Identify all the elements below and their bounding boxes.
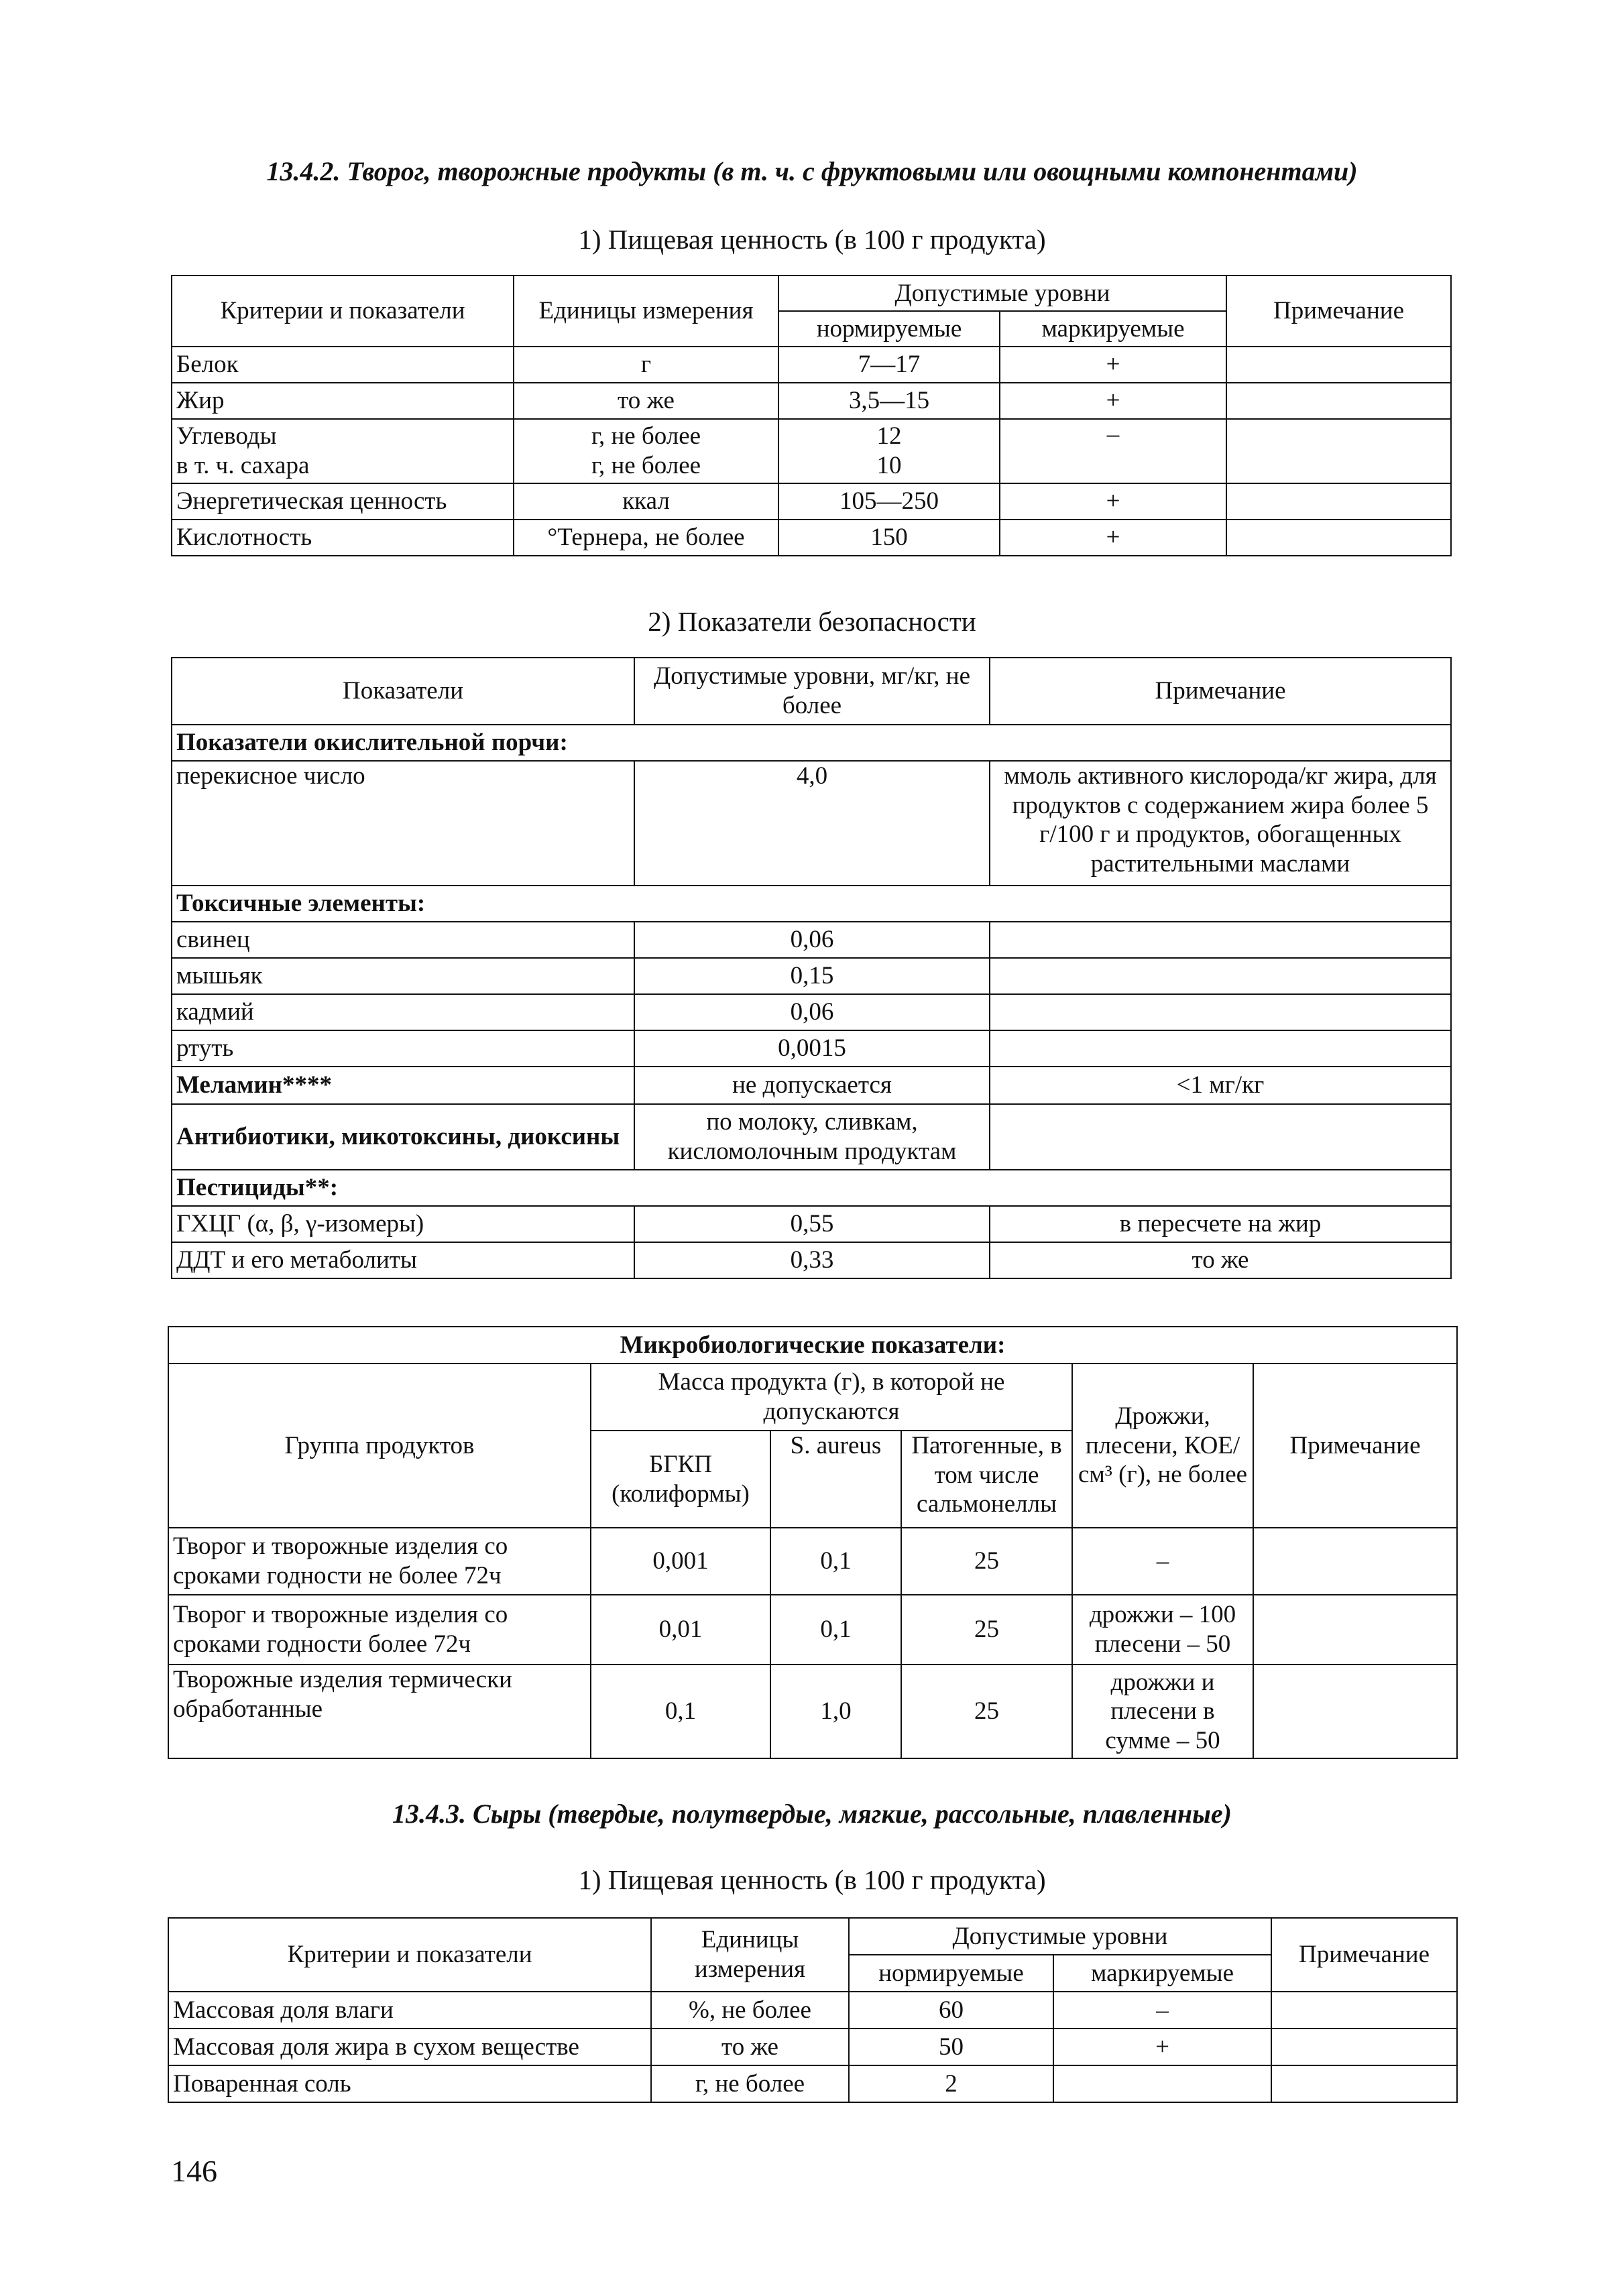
- row-pathogens: 25: [901, 1665, 1072, 1758]
- row-bgkp: 0,1: [591, 1665, 770, 1758]
- table-row: [172, 1067, 1451, 1104]
- header-note: Примечание: [1226, 276, 1451, 347]
- row-unit: °Тернера, не более: [514, 520, 778, 556]
- header-saureus: S. aureus: [770, 1431, 901, 1528]
- row-name: Массовая доля влаги: [168, 1992, 651, 2029]
- row-group: Творог и творожные изделия со сроками годности не более 72ч: [168, 1528, 591, 1595]
- row-note: [990, 1104, 1451, 1170]
- microbiology-title: Микробиологические показатели:: [168, 1327, 1457, 1364]
- row-note: то же: [990, 1242, 1451, 1278]
- row-unit: %, не более: [651, 1992, 849, 2029]
- row-group: Творожные изделия термически обработанные: [168, 1665, 591, 1758]
- row-unit: ккал: [514, 483, 778, 520]
- header-levels: Допустимые уровни: [849, 1918, 1271, 1955]
- row-name-line1: Углеводы: [176, 422, 277, 450]
- row-mark: +: [1000, 520, 1226, 556]
- row-value: 4,0: [634, 761, 990, 886]
- row-bgkp: 0,001: [591, 1528, 770, 1595]
- row-name: Кислотность: [172, 520, 514, 556]
- row-norm: 7—17: [778, 347, 1000, 383]
- row-name: Меламин****: [172, 1067, 634, 1104]
- safety-table: [171, 657, 1452, 1279]
- row-unit: г, не более: [651, 2065, 849, 2102]
- row-mark: –: [1000, 419, 1226, 483]
- table-row: [172, 922, 1451, 958]
- row-note: [1226, 347, 1451, 383]
- section-row: [172, 1170, 1451, 1206]
- row-note: [1253, 1665, 1457, 1758]
- header-indicators: Показатели: [172, 658, 634, 725]
- row-name: Белок: [172, 347, 514, 383]
- table-row: [172, 1104, 1451, 1170]
- row-name: ртуть: [172, 1030, 634, 1067]
- row-note: [990, 922, 1451, 958]
- row-note: [990, 994, 1451, 1030]
- header-bgkp: БГКП (колиформы): [591, 1431, 770, 1528]
- row-unit-line2: г, не более: [591, 452, 701, 479]
- row-value: 0,15: [634, 958, 990, 994]
- row-note: [1271, 1992, 1457, 2029]
- row-norm: 105—250: [778, 483, 1000, 520]
- row-pathogens: 25: [901, 1595, 1072, 1665]
- header-normed: нормируемые: [849, 1955, 1053, 1992]
- table-row: [172, 483, 1451, 520]
- row-note: [1226, 383, 1451, 419]
- header-marked: маркируемые: [1053, 1955, 1271, 1992]
- header-levels: Допустимые уровни, мг/кг, не более: [634, 658, 990, 725]
- table-row: [168, 1528, 1457, 1595]
- section-oxidative: Показатели окислительной порчи:: [172, 725, 1451, 761]
- table-row: [168, 1992, 1457, 2029]
- cheese-nutrition-title: 1) Пищевая ценность (в 100 г продукта): [578, 1864, 1046, 1895]
- row-value: 0,06: [634, 922, 990, 958]
- table-row: [168, 2029, 1457, 2065]
- row-name: Энергетическая ценность: [172, 483, 514, 520]
- row-note: [990, 1030, 1451, 1067]
- row-unit: то же: [651, 2029, 849, 2065]
- row-name: ГХЦГ (α, β, γ-изомеры): [172, 1206, 634, 1242]
- table-row: [172, 383, 1451, 419]
- section-heading-cheeses: 13.4.3. Сыры (твердые, полутвердые, мягкие, рассольные, плавленные): [392, 1799, 1232, 1829]
- table-row: [172, 994, 1451, 1030]
- row-name: Жир: [172, 383, 514, 419]
- nutrition-table-cheese: [168, 1917, 1458, 2103]
- row-name: свинец: [172, 922, 634, 958]
- row-note: [1253, 1528, 1457, 1595]
- row-yeast: дрожжи и плесени в сумме – 50: [1072, 1665, 1253, 1758]
- row-note: <1 мг/кг: [990, 1067, 1451, 1104]
- row-norm-line2: 10: [876, 452, 902, 479]
- table-row: [172, 419, 1451, 483]
- row-norm-line1: 12: [876, 422, 902, 450]
- row-unit: г: [514, 347, 778, 383]
- row-note: [990, 958, 1451, 994]
- row-name: мышьяк: [172, 958, 634, 994]
- table-row: [172, 520, 1451, 556]
- row-name: [172, 419, 514, 483]
- row-note: [1226, 483, 1451, 520]
- table-row: [172, 347, 1451, 383]
- safety-table-title: 2) Показатели безопасности: [648, 606, 976, 637]
- table-row: [168, 1595, 1457, 1665]
- row-yeast: дрожжи – 100 плесени – 50: [1072, 1595, 1253, 1665]
- nutrition-table-title: 1) Пищевая ценность (в 100 г продукта): [578, 224, 1046, 255]
- header-units: Единицы измерения: [651, 1918, 849, 1992]
- row-value: 0,0015: [634, 1030, 990, 1067]
- section-heading-cottage-cheese: 13.4.2. Творог, творожные продукты (в т. ч. с фруктовыми или овощными компонентами): [266, 156, 1358, 186]
- row-name-line2: в т. ч. сахара: [176, 452, 310, 479]
- header-pathogens: Патогенные, в том числе сальмонеллы: [901, 1431, 1072, 1528]
- table-row: [172, 958, 1451, 994]
- microbiology-table: [168, 1326, 1458, 1759]
- row-note: в пересчете на жир: [990, 1206, 1451, 1242]
- page-number: 146: [171, 2154, 217, 2188]
- row-name: Антибиотики, микотоксины, диоксины: [172, 1104, 634, 1170]
- row-note: [1226, 419, 1451, 483]
- table-row: [168, 2065, 1457, 2102]
- row-bgkp: 0,01: [591, 1595, 770, 1665]
- row-mark: +: [1000, 383, 1226, 419]
- row-note: [1226, 520, 1451, 556]
- row-value: 0,55: [634, 1206, 990, 1242]
- row-norm: 150: [778, 520, 1000, 556]
- section-row: [172, 725, 1451, 761]
- row-saureus: 1,0: [770, 1665, 901, 1758]
- header-mass: Масса продукта (г), в которой не допускаются: [591, 1364, 1072, 1431]
- row-name: перекисное число: [172, 761, 634, 886]
- row-name: Поваренная соль: [168, 2065, 651, 2102]
- header-note: Примечание: [1253, 1364, 1457, 1528]
- header-levels: Допустимые уровни: [778, 276, 1226, 311]
- row-norm: 50: [849, 2029, 1053, 2065]
- table-row: [168, 1665, 1457, 1758]
- section-row: [172, 886, 1451, 922]
- row-norm: 3,5—15: [778, 383, 1000, 419]
- row-norm: [778, 419, 1000, 483]
- row-yeast: –: [1072, 1528, 1253, 1595]
- header-normed: нормируемые: [778, 311, 1000, 347]
- table-row: [172, 1242, 1451, 1278]
- row-note: ммоль активного кислорода/кг жира, для продуктов с содержанием жира более 5 г/100 г и продуктов, обогащенных растительными маслами: [990, 761, 1451, 886]
- row-mark: +: [1000, 483, 1226, 520]
- row-note: [1253, 1595, 1457, 1665]
- header-criteria: Критерии и показатели: [172, 276, 514, 347]
- header-note: Примечание: [990, 658, 1451, 725]
- row-unit: [514, 419, 778, 483]
- row-value: не допускается: [634, 1067, 990, 1104]
- row-group: Творог и творожные изделия со сроками годности более 72ч: [168, 1595, 591, 1665]
- header-criteria: Критерии и показатели: [168, 1918, 651, 1992]
- row-value: 0,06: [634, 994, 990, 1030]
- row-mark: –: [1053, 1992, 1271, 2029]
- header-yeast: Дрожжи, плесени, КОЕ/см³ (г), не более: [1072, 1364, 1253, 1528]
- row-value: 0,33: [634, 1242, 990, 1278]
- row-saureus: 0,1: [770, 1595, 901, 1665]
- table-row: [172, 761, 1451, 886]
- row-unit: то же: [514, 383, 778, 419]
- table-row: [172, 1206, 1451, 1242]
- nutrition-table-cottage-cheese: [171, 275, 1452, 556]
- row-name: Массовая доля жира в сухом веществе: [168, 2029, 651, 2065]
- row-name: кадмий: [172, 994, 634, 1030]
- row-name: ДДТ и его метаболиты: [172, 1242, 634, 1278]
- table-row: [172, 1030, 1451, 1067]
- header-marked: маркируемые: [1000, 311, 1226, 347]
- row-mark: +: [1053, 2029, 1271, 2065]
- section-toxic: Токсичные элементы:: [172, 886, 1451, 922]
- row-saureus: 0,1: [770, 1528, 901, 1595]
- row-note: [1271, 2065, 1457, 2102]
- row-norm: 60: [849, 1992, 1053, 2029]
- row-pathogens: 25: [901, 1528, 1072, 1595]
- section-pesticides: Пестициды**:: [172, 1170, 1451, 1206]
- row-unit-line1: г, не более: [591, 422, 701, 450]
- row-mark: [1053, 2065, 1271, 2102]
- row-value: по молоку, сливкам, кисломолочным продуктам: [634, 1104, 990, 1170]
- row-mark: +: [1000, 347, 1226, 383]
- header-note: Примечание: [1271, 1918, 1457, 1992]
- row-note: [1271, 2029, 1457, 2065]
- row-norm: 2: [849, 2065, 1053, 2102]
- header-group: Группа продуктов: [168, 1364, 591, 1528]
- header-units: Единицы измерения: [514, 276, 778, 347]
